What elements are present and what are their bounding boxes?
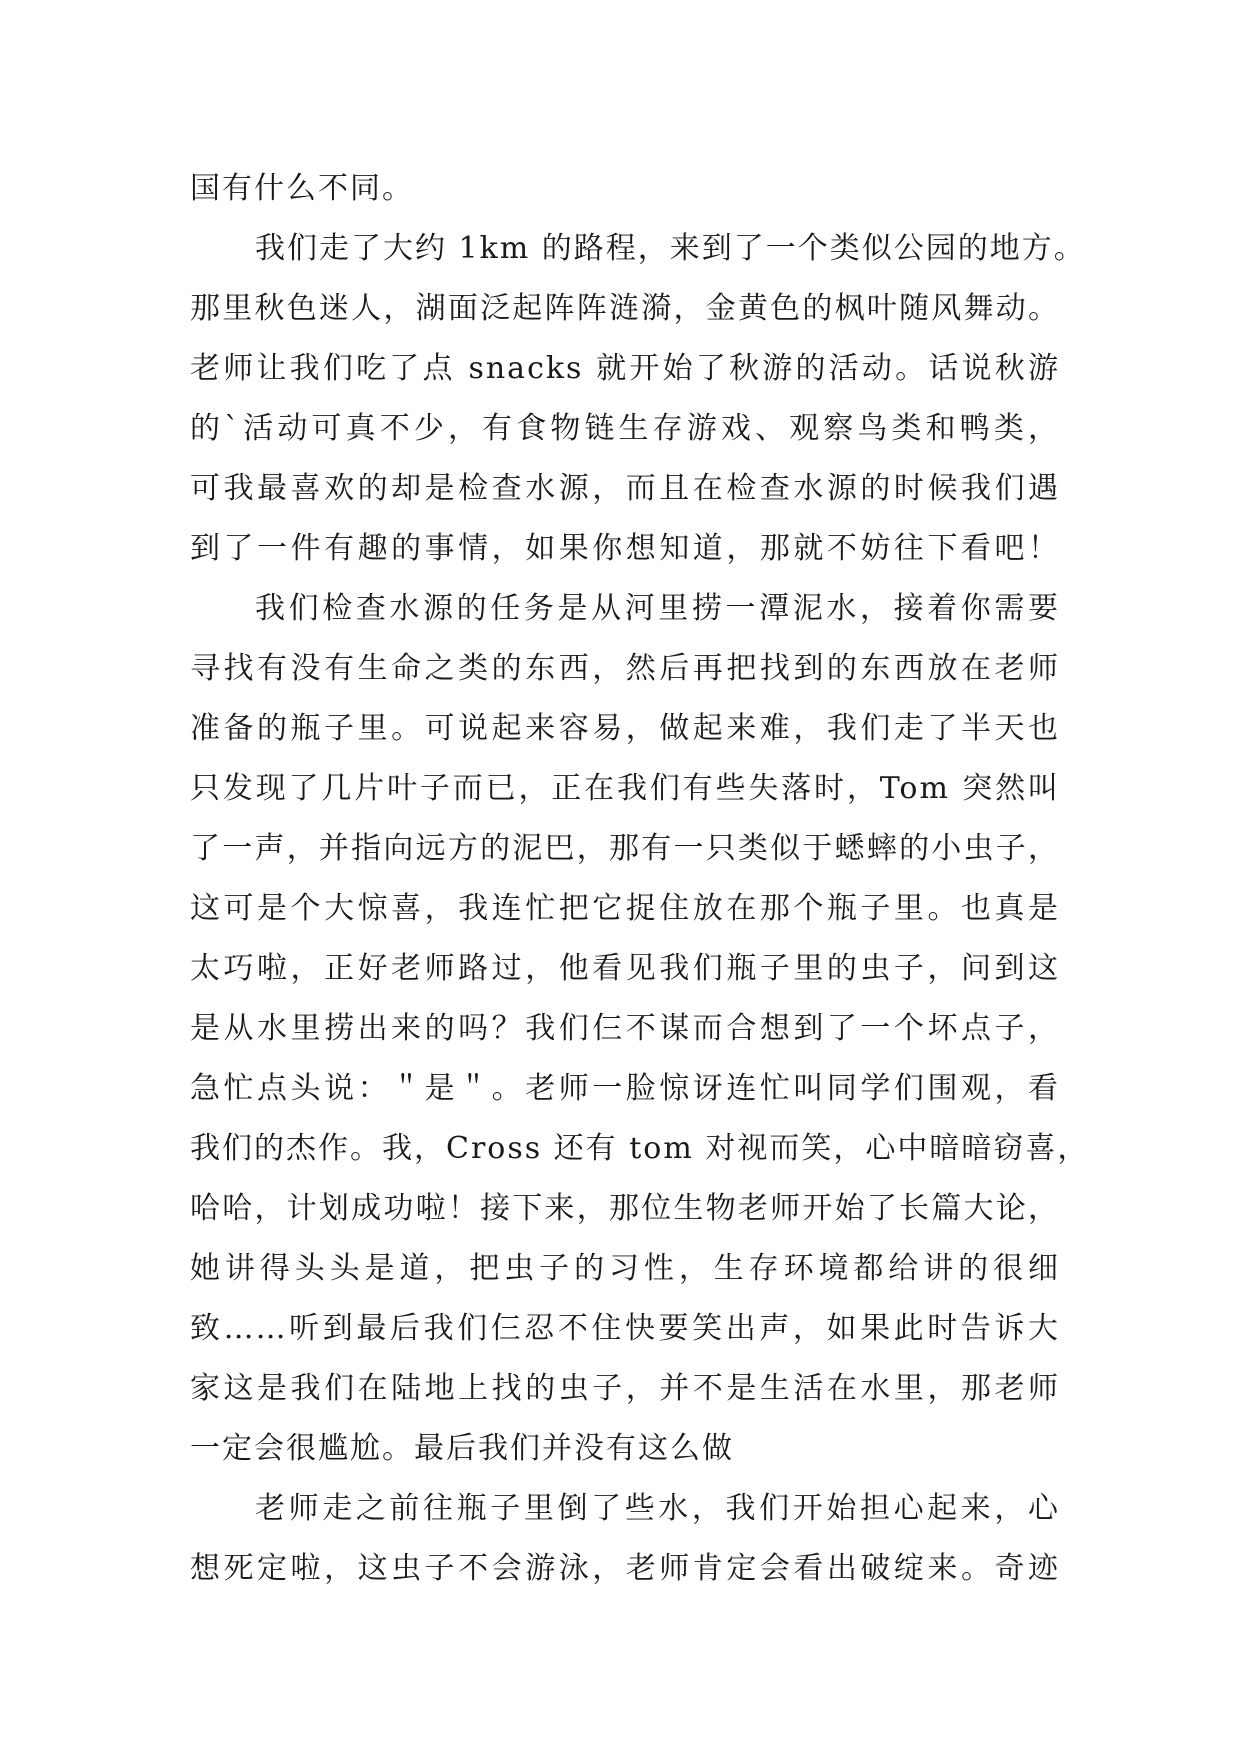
text-line: 可我最喜欢的却是检查水源，而且在检查水源的时候我们遇 [190,471,1060,506]
paragraph-first-line: 我们检查水源的任务是从河里捞一潭泥水，接着你需要 [255,591,1060,626]
text-line: 她讲得头头是道，把虫子的习性，生存环境都给讲的很细 [190,1251,1060,1286]
text-line: 了一声，并指向远方的泥巴，那有一只类似于蟋蟀的小虫子， [190,831,1060,866]
text-line: 国有什么不同。 [190,171,414,206]
text-line: 准备的瓶子里。可说起来容易，做起来难，我们走了半天也 [190,711,1060,746]
text-line: 哈哈，计划成功啦！接下来，那位生物老师开始了长篇大论， [190,1191,1060,1226]
text-line: 致……听到最后我们仨忍不住快要笑出声，如果此时告诉大 [190,1311,1060,1346]
text-line: 急忙点头说：＂是＂。老师一脸惊讶连忙叫同学们围观，看 [190,1071,1060,1106]
text-line: 一定会很尴尬。最后我们并没有这么做 [190,1431,734,1466]
text-line: 到了一件有趣的事情，如果你想知道，那就不妨往下看吧！ [190,531,1060,566]
text-line: 想死定啦，这虫子不会游泳，老师肯定会看出破绽来。奇迹 [190,1551,1060,1586]
text-line: 老师让我们吃了点 snacks 就开始了秋游的活动。话说秋游 [190,351,1060,386]
text-line: 那里秋色迷人，湖面泛起阵阵涟漪，金黄色的枫叶随风舞动。 [190,291,1060,326]
paragraph-first-line: 我们走了大约 1km 的路程，来到了一个类似公园的地方。 [255,231,1086,266]
text-line: 家这是我们在陆地上找的虫子，并不是生活在水里，那老师 [190,1371,1060,1406]
paragraph-first-line: 老师走之前往瓶子里倒了些水，我们开始担心起来，心 [255,1491,1060,1526]
text-line: 的`活动可真不少，有食物链生存游戏、观察鸟类和鸭类， [190,411,1060,446]
text-line: 我们的杰作。我，Cross 还有 tom 对视而笑，心中暗暗窃喜， [190,1131,1090,1166]
body-text [190,159,1090,1599]
text-line: 寻找有没有生命之类的东西，然后再把找到的东西放在老师 [190,651,1060,686]
text-line: 是从水里捞出来的吗？我们仨不谋而合想到了一个坏点子， [190,1011,1060,1046]
text-line: 只发现了几片叶子而已，正在我们有些失落时，Tom 突然叫 [190,771,1060,806]
text-line: 太巧啦，正好老师路过，他看见我们瓶子里的虫子，问到这 [190,951,1060,986]
text-line: 这可是个大惊喜，我连忙把它捉住放在那个瓶子里。也真是 [190,891,1060,926]
